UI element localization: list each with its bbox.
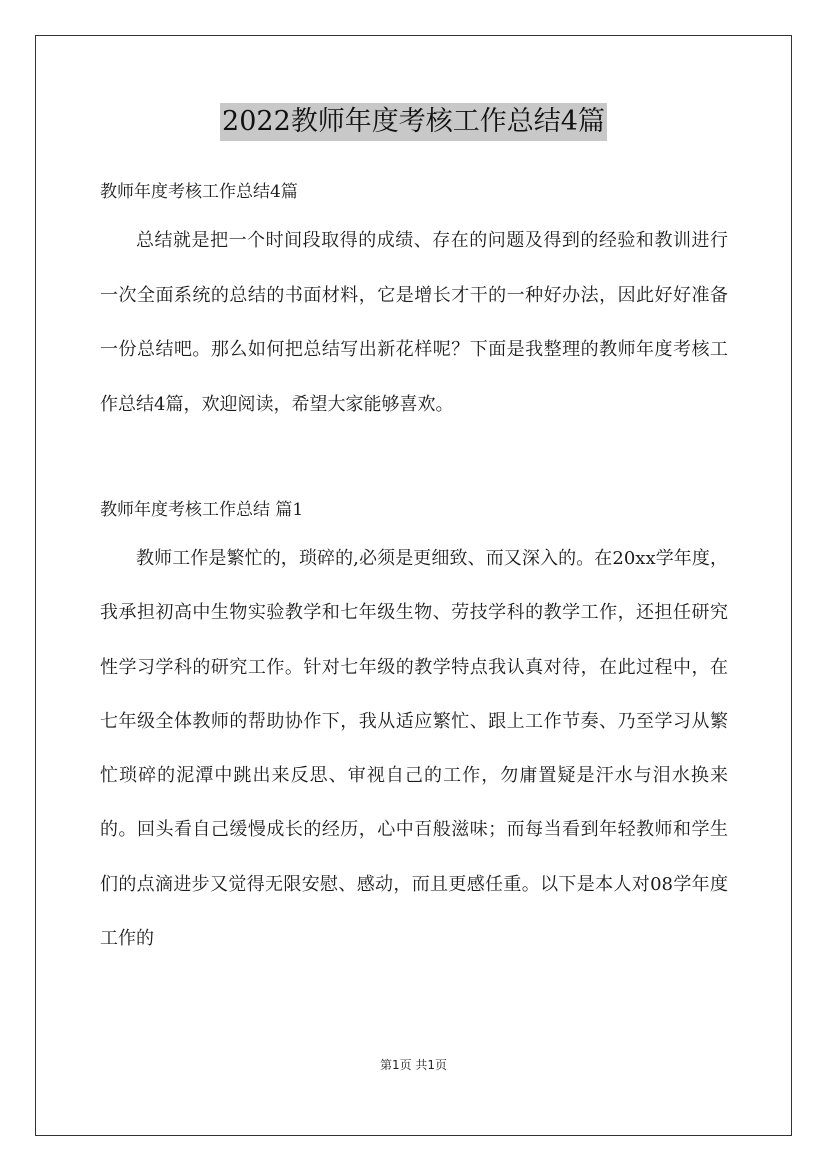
intro-paragraph: 总结就是把一个时间段取得的成绩、存在的问题及得到的经验和教训进行一次全面系统的总结的书面材料，它是增长才干的一种好办法，因此好好准备一份总结吧。那么如何把总结写出新花样呢？下面是我整理的教师年度考核工作总结4篇，欢迎阅读，希望大家能够喜欢。 [100,230,728,415]
document-subtitle: 教师年度考核工作总结4篇 [100,182,298,202]
page-footer: 第1页 共1页 [379,1058,448,1072]
document-body [100,170,728,966]
section-heading: 教师年度考核工作总结 篇1 [100,500,304,520]
section-spacer [100,432,728,488]
title-area [0,103,827,141]
document-title: 2022教师年度考核工作总结4篇 [220,103,607,141]
section-paragraph: 教师工作是繁忙的，琐碎的,必须是更细致、而又深入的。在20xx学年度，我承担初高中生物实验教学和七年级生物、劳技学科的教学工作，还担任研究性学习学科的研究工作。针对七年级的教学特点我认真对待，在此过程中，在七年级全体教师的帮助协作下，我从适应繁忙、跟上工作节奏、乃至学习从繁忙琐碎的泥潭中跳出来反思、审视自己的工作，勿庸置疑是汗水与泪水换来的。回头看自己缓慢成长的经历，心中百般滋味；而每当看到年轻教师和学生们的点滴进步又觉得无限安慰、感动，而且更感任重。以下是本人对08学年度工作的 [100,548,728,950]
